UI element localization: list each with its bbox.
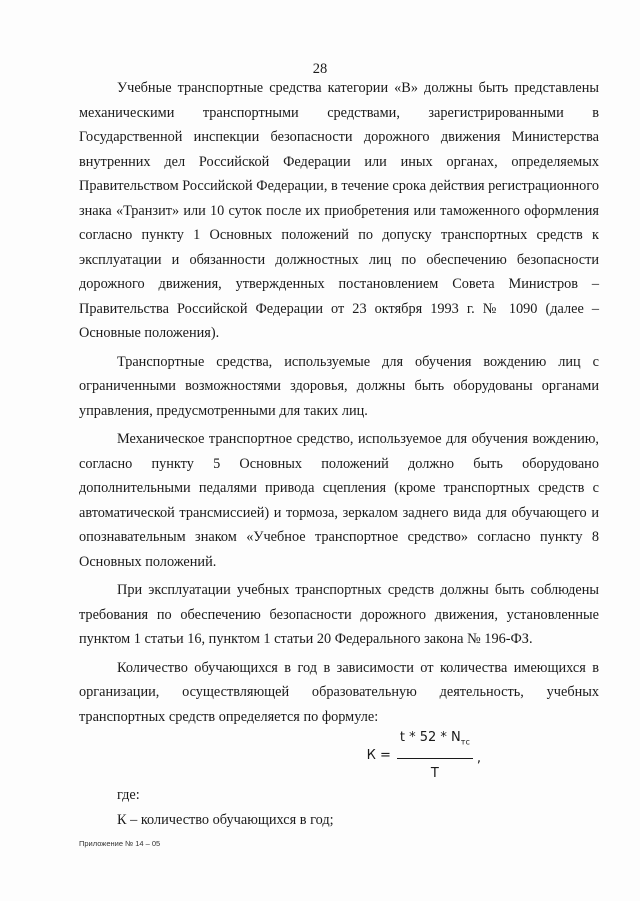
formula-denominator: Т xyxy=(430,765,439,781)
paragraph-student-count: Количество обучающихся в год в зависимости от количества имеющихся в организации, осуществляющей образовательную деятельность, учебных транспортных средств определяется по формуле: xyxy=(79,659,599,725)
where-label: где: xyxy=(117,787,140,803)
formula-numerator-subscript: тс xyxy=(460,737,470,747)
formula-fraction xyxy=(397,726,473,787)
formula-numerator-text: t * 52 * N xyxy=(399,729,461,745)
paragraph-safety-requirements: При эксплуатации учебных транспортных средств должны быть соблюдены требования по обеспечению безопасности дорожного движения, установленные пунктом 1 статьи 16, пунктом 1 статьи 20 Федерального закона № 196-ФЗ. xyxy=(79,582,599,647)
formula-lhs: К = xyxy=(366,747,391,763)
page-number: 28 xyxy=(312,61,328,77)
definition-k: К – количество обучающихся в год; xyxy=(117,811,334,828)
formula-numerator xyxy=(397,726,473,759)
paragraph-disabled-drivers: Транспортные средства, используемые для обучения вождению лиц с ограниченными возможностями здоровья, должны быть оборудованы органами управления, предусмотренными для таких лиц. xyxy=(79,353,599,419)
paragraph-vehicles-category-b: Учебные транспортные средства категории «В» должны быть представлены механическими транспортными средствами, зарегистрированными в Государственной инспекции безопасности дорожного движения Министерства внутренних дел Российской Федерации или иных органах, определяемых Правительством Российской Федерации, в течение срока действия регистрационного знака «Транзит» или 10 суток после их приобретения или таможенного оформления согласно пункту 1 Основных положений по допуску транспортных средств к эксплуатации и обязанности должностных лиц по обеспечению безопасности дорожного движения, утвержденных постановлением Совета Министров – Правительства Российской Федерации от 23 октября 1993 г. № 1090 (далее – Основные положения). xyxy=(79,80,599,341)
paragraph-vehicle-equipment: Механическое транспортное средство, используемое для обучения вождению, согласно пункту 5 Основных положений должно быть оборудовано дополнительными педалями привода сцепления (кроме транспортных средств с автоматической трансмиссией) и тормоза, зеркалом заднего вида для обучающего и опознавательным знаком «Учебное транспортное средство» согласно пункту 8 Основных положений. xyxy=(79,431,599,570)
footer-note: Приложение № 14 – 05 xyxy=(79,839,161,848)
formula-trailing: , xyxy=(476,750,481,766)
document-body xyxy=(79,76,599,832)
student-count-formula xyxy=(79,729,599,781)
